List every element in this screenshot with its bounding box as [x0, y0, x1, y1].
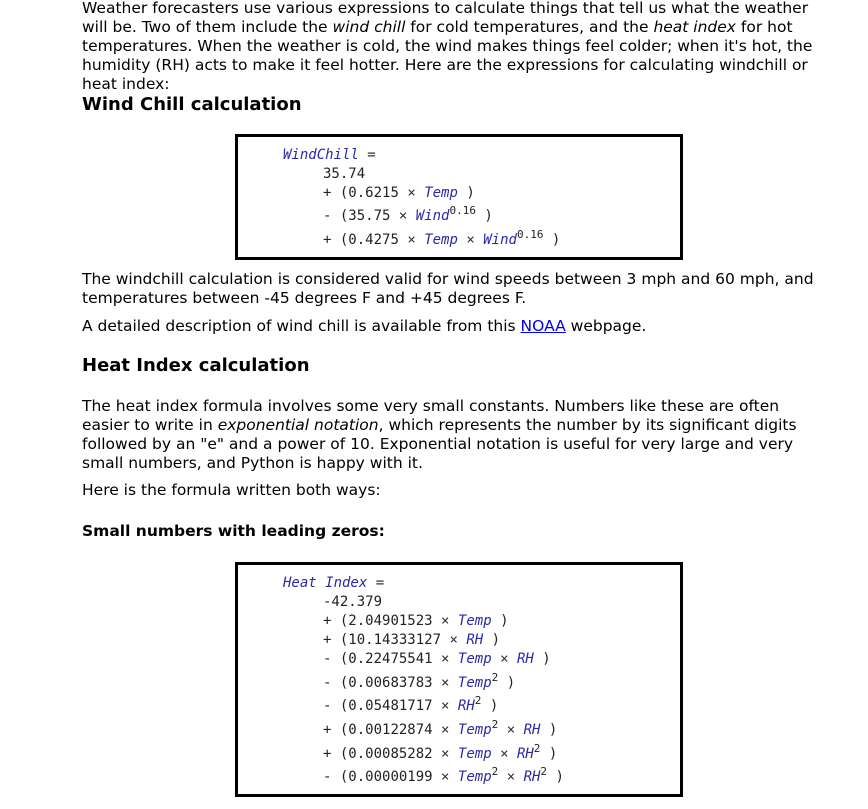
- term-variable: RH: [466, 632, 484, 648]
- times-sign: ×: [441, 651, 450, 667]
- times-sign: ×: [506, 722, 516, 738]
- heatindex-text-2: , which represents the number by its significant digits followed by an "e" and a power of 10. Exponential notation is useful for very large and very small numbers, and Python is happy with it.: [82, 416, 797, 472]
- windchill-term-2: [323, 204, 493, 226]
- times-sign: ×: [441, 769, 450, 785]
- term-coefficient: (35.75: [339, 208, 391, 224]
- leading-zeros-subheading: Small numbers with leading zeros:: [82, 522, 385, 540]
- intro-paragraph: [82, 0, 822, 94]
- windchill-lhs-var: WindChill: [283, 147, 359, 163]
- intro-term-heat-index: heat index: [653, 18, 736, 36]
- exponent: 2: [491, 671, 499, 684]
- term-variable: Temp: [457, 722, 492, 738]
- term-sign: -: [323, 651, 332, 667]
- both-ways-text: Here is the formula written both ways:: [82, 481, 381, 499]
- close-paren: ): [551, 232, 561, 248]
- heatindex-term-line: [323, 742, 558, 764]
- times-sign: ×: [466, 232, 475, 248]
- heatindex-term-line: [323, 694, 499, 716]
- windchill-validity: The windchill calculation is considered valid for wind speeds between 3 mph and 60 mph, and temperatures between -45 degrees F and +45 degrees F.: [82, 270, 814, 307]
- heatindex-term-constant: [323, 593, 382, 612]
- times-sign: ×: [407, 232, 416, 248]
- term-sign: +: [323, 613, 332, 629]
- heatindex-term-exponential: exponential notation: [217, 416, 379, 434]
- term-variable: RH: [516, 651, 534, 667]
- intro-term-wind-chill: wind chill: [332, 18, 406, 36]
- var-temp: Temp: [424, 232, 458, 248]
- term-sign: -: [323, 769, 332, 785]
- term-variable: Temp: [457, 769, 492, 785]
- windchill-description: [82, 317, 822, 336]
- exponent: 2: [474, 694, 482, 707]
- term-constant: -42.379: [323, 594, 383, 610]
- windchill-heading: Wind Chill calculation: [82, 94, 302, 115]
- exponent: 0.16: [449, 204, 476, 217]
- term-variable: Temp: [457, 746, 492, 762]
- var-wind: Wind: [415, 208, 450, 224]
- times-sign: ×: [500, 651, 509, 667]
- term-variable: Temp: [457, 675, 492, 691]
- exponent: 2: [491, 765, 499, 778]
- term-sign: +: [323, 232, 332, 248]
- description-text-end: webpage.: [565, 317, 647, 335]
- heatindex-term-line: [323, 631, 500, 650]
- intro-text-2: for cold temperatures, and the: [405, 18, 654, 36]
- intro-text-3: for hot temperatures. When the weather is cold, the wind makes things feel colder; when it's hot, the humidity (RH) acts to make it feel hotter. Here are the expressions for calculating windchill or heat index:: [82, 18, 813, 93]
- var-temp: Temp: [424, 185, 458, 201]
- term-sign: +: [323, 632, 332, 648]
- term-constant: 35.74: [323, 166, 366, 182]
- term-variable: RH: [516, 746, 534, 762]
- term-sign: -: [323, 698, 332, 714]
- intro-text-1: Weather forecasters use various expressions to calculate things that tell us what the weather will be. Two of them include the: [82, 0, 809, 36]
- term-coefficient: (10.14333127: [339, 632, 442, 648]
- term-sign: +: [323, 746, 332, 762]
- times-sign: ×: [449, 632, 458, 648]
- term-coefficient: (2.04901523: [339, 613, 433, 629]
- times-sign: ×: [441, 675, 450, 691]
- close-paren: ): [548, 746, 558, 762]
- term-variable: RH: [523, 769, 541, 785]
- close-paren: ): [542, 651, 551, 667]
- heatindex-term-line: [323, 718, 558, 740]
- close-paren: ): [506, 675, 516, 691]
- heatindex-paragraph: [82, 397, 822, 473]
- term-sign: +: [323, 185, 332, 201]
- noaa-link[interactable]: NOAA: [520, 317, 566, 335]
- heatindex-text-1: The heat index formula involves some very small constants. Numbers like these are often easier to write in: [82, 397, 780, 434]
- exponent: 2: [540, 765, 548, 778]
- times-sign: ×: [407, 185, 416, 201]
- heatindex-heading: Heat Index calculation: [82, 355, 310, 376]
- close-paren: ): [466, 185, 475, 201]
- times-sign: ×: [500, 746, 509, 762]
- term-coefficient: (0.6215: [339, 185, 399, 201]
- heatindex-lhs-var: Heat Index: [283, 575, 368, 591]
- term-coefficient: (0.05481717: [339, 698, 433, 714]
- term-coefficient: (0.00000199: [339, 769, 433, 785]
- times-sign: ×: [441, 746, 450, 762]
- term-coefficient: (0.00122874: [339, 722, 433, 738]
- exponent: 0.16: [516, 228, 544, 241]
- close-paren: ): [500, 613, 509, 629]
- times-sign: ×: [441, 722, 450, 738]
- windchill-term-3: [323, 228, 561, 250]
- description-text: A detailed description of wind chill is available from this: [82, 317, 521, 335]
- heatindex-term-line: [323, 612, 509, 631]
- var-wind: Wind: [483, 232, 517, 248]
- term-variable: RH: [457, 698, 475, 714]
- close-paren: ): [555, 769, 564, 785]
- windchill-lhs: [283, 146, 376, 165]
- heatindex-formula-box: [235, 562, 683, 797]
- term-variable: Temp: [457, 651, 492, 667]
- term-coefficient: (0.4275: [339, 232, 399, 248]
- heatindex-term-line: [323, 650, 551, 669]
- heatindex-term-line: [323, 671, 516, 693]
- equals-sign: =: [375, 575, 385, 591]
- close-paren: ): [548, 722, 558, 738]
- close-paren: ): [489, 698, 499, 714]
- times-sign: ×: [506, 769, 516, 785]
- windchill-term-1: [323, 184, 475, 203]
- term-sign: -: [323, 208, 332, 224]
- term-coefficient: (0.22475541: [339, 651, 433, 667]
- close-paren: ): [491, 632, 501, 648]
- term-sign: -: [323, 675, 332, 691]
- term-coefficient: (0.00683783: [339, 675, 433, 691]
- term-sign: +: [323, 722, 332, 738]
- term-coefficient: (0.00085282: [339, 746, 433, 762]
- times-sign: ×: [441, 698, 450, 714]
- equals-sign: =: [367, 147, 376, 163]
- times-sign: ×: [441, 613, 450, 629]
- exponent: 2: [533, 742, 541, 755]
- windchill-formula-box: [235, 134, 683, 260]
- term-variable: RH: [523, 722, 541, 738]
- close-paren: ): [484, 208, 493, 224]
- term-variable: Temp: [457, 613, 492, 629]
- times-sign: ×: [398, 208, 408, 224]
- heatindex-lhs: [283, 574, 384, 593]
- windchill-term-0: [323, 165, 365, 184]
- heatindex-term-line: [323, 765, 564, 787]
- exponent: 2: [491, 718, 499, 731]
